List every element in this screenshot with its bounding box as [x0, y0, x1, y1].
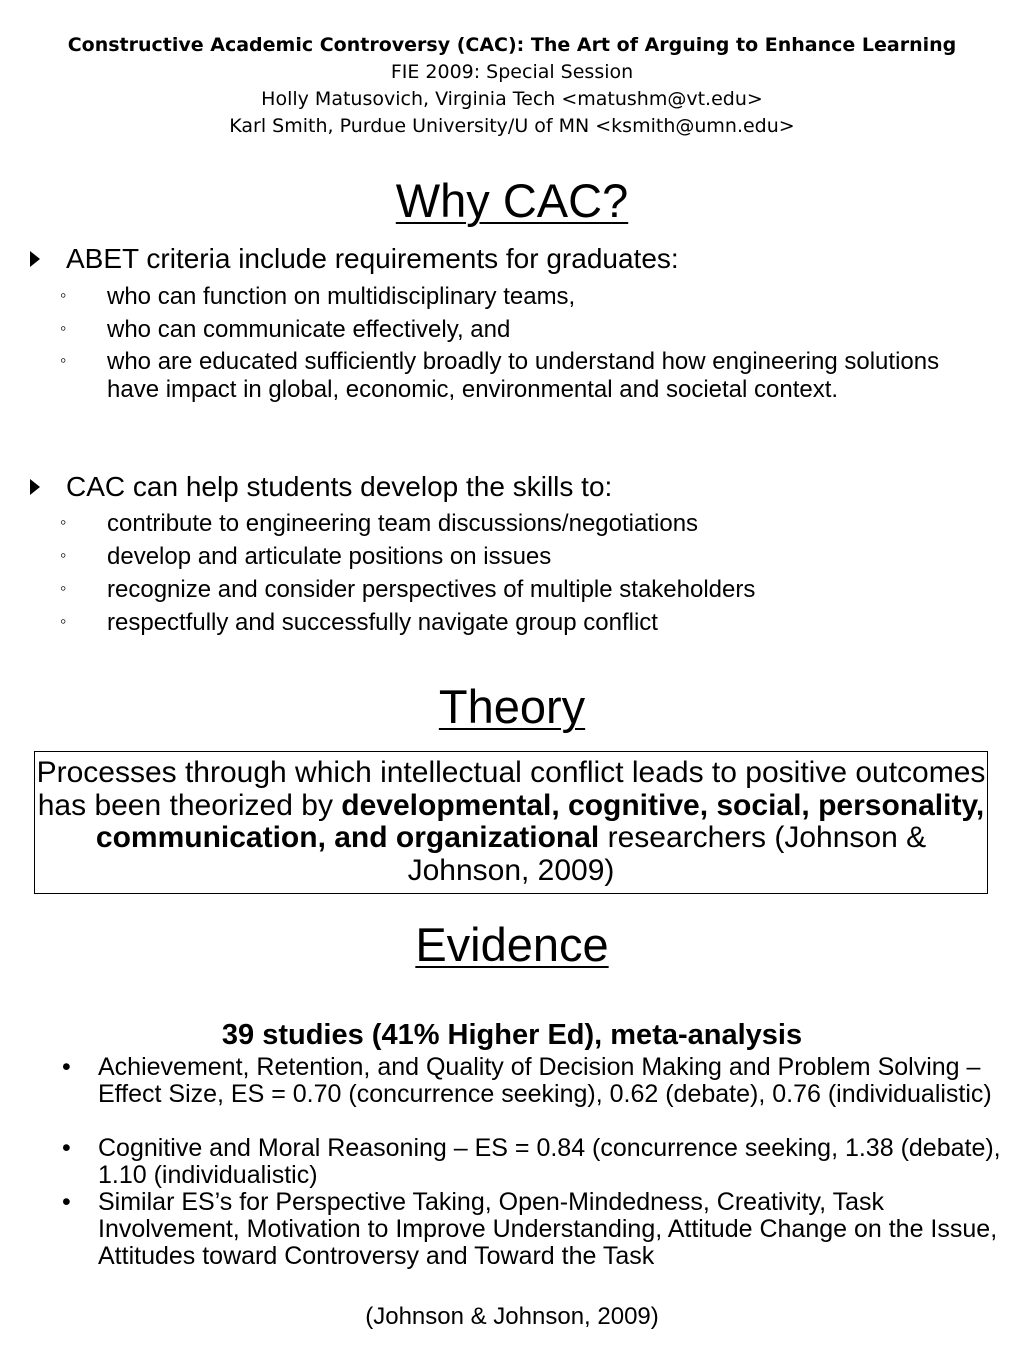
why-bullet-abet: ABET criteria include requirements for graduates: — [30, 243, 679, 275]
circle-bullet-icon: ◦ — [60, 578, 67, 598]
why-sub-item: ◦ recognize and consider perspectives of multiple stakeholders — [60, 576, 756, 603]
circle-bullet-icon: ◦ — [60, 350, 67, 370]
why-sub-item: ◦ contribute to engineering team discussions/negotiations — [60, 510, 699, 537]
theory-text-bold: developmental, cognitive, social, personality, communication, and organizational — [95, 788, 985, 854]
why-sub-item: ◦ who can function on multidisciplinary teams, — [60, 283, 576, 310]
why-sub-item: ◦ who can communicate effectively, and — [60, 316, 511, 343]
circle-bullet-icon: ◦ — [60, 512, 67, 532]
bullet-dot-icon: • — [62, 1188, 71, 1216]
triangle-bullet-icon — [30, 251, 40, 267]
triangle-bullet-icon — [30, 479, 40, 495]
circle-bullet-icon: ◦ — [60, 611, 67, 631]
theory-heading: Theory — [438, 680, 586, 733]
why-sub-item: ◦ develop and articulate positions on issues — [60, 543, 552, 570]
studies-heading: 39 studies (41% Higher Ed), meta-analysis — [221, 1019, 803, 1051]
evidence-item: • Similar ES’s for Perspective Taking, Open-Mindedness, Creativity, Task Involvement, Motivation to Improve Understanding, Attitude Change on the Issue, Attitudes toward Controversy and Toward the Task — [62, 1188, 998, 1270]
circle-bullet-icon: ◦ — [60, 545, 67, 565]
why-sub-item: ◦ who are educated sufficiently broadly to understand how engineering solutions have impact in global, economic, environmental and societal context. — [60, 348, 940, 403]
why-sub-item: ◦ respectfully and successfully navigate group conflict — [60, 609, 658, 636]
theory-text-2: researchers (Johnson & Johnson, 2009) — [407, 821, 927, 887]
evidence-heading: Evidence — [415, 918, 609, 971]
circle-bullet-icon: ◦ — [60, 318, 67, 338]
author-2: Karl Smith, Purdue University/U of MN <ksmith@umn.edu> — [229, 115, 795, 137]
circle-bullet-icon: ◦ — [60, 285, 67, 305]
evidence-item: • Achievement, Retention, and Quality of Decision Making and Problem Solving – Effect Size, ES = 0.70 (concurrence seeking), 0.62 (debate), 0.76 (individualistic) — [62, 1053, 992, 1108]
theory-text-1: Processes through which intellectual conflict leads to positive outcomes has been theorized by — [36, 756, 986, 822]
bullet-dot-icon: • — [62, 1134, 71, 1162]
document-header — [0, 32, 1024, 140]
session-label: FIE 2009: Special Session — [390, 61, 634, 83]
theory-box — [34, 751, 988, 894]
citation: (Johnson & Johnson, 2009) — [365, 1303, 659, 1330]
bullet-dot-icon: • — [62, 1053, 71, 1081]
document-title: Constructive Academic Controversy (CAC): The Art of Arguing to Enhance Learning — [67, 34, 957, 56]
evidence-item: • Cognitive and Moral Reasoning – ES = 0.84 (concurrence seeking, 1.38 (debate), 1.10 (individualistic) — [62, 1134, 1001, 1189]
author-1: Holly Matusovich, Virginia Tech <matushm@vt.edu> — [261, 88, 763, 110]
why-bullet-skills: CAC can help students develop the skills to: — [30, 471, 612, 503]
why-cac-heading: Why CAC? — [395, 174, 629, 227]
